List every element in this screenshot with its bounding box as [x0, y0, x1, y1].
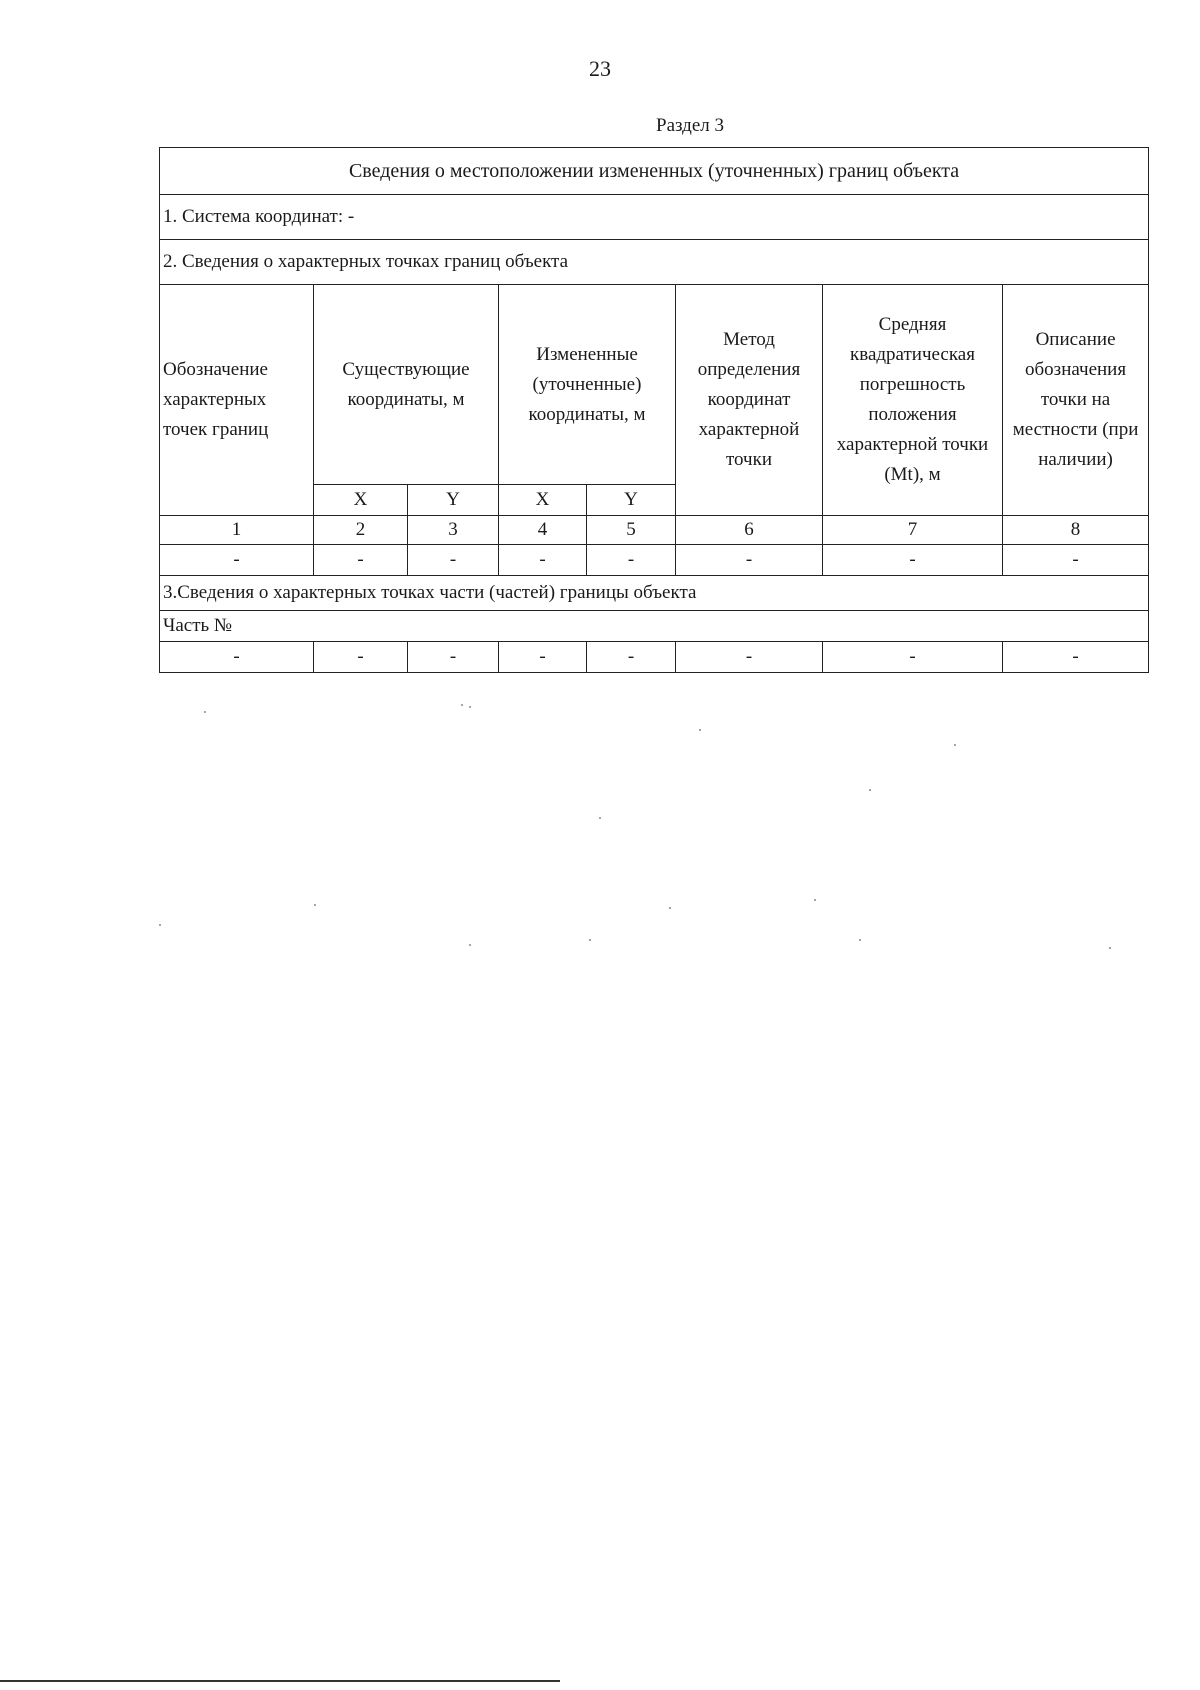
sub-x-existing: X — [314, 485, 408, 516]
column-number: 7 — [823, 516, 1003, 545]
table-cell: - — [587, 545, 676, 576]
col-existing: Существующие координаты, м — [314, 285, 499, 485]
table-cell: - — [499, 545, 587, 576]
coordinate-system: 1. Система координат: - — [160, 195, 1149, 240]
table-cell: - — [676, 545, 823, 576]
table-title: Сведения о местоположении измененных (уточненных) границ объекта — [160, 148, 1149, 195]
table-cell: - — [408, 545, 499, 576]
column-number: 6 — [676, 516, 823, 545]
table-cell: - — [1003, 642, 1149, 673]
table-cell: - — [314, 642, 408, 673]
table-cell: - — [676, 642, 823, 673]
table-cell: - — [823, 545, 1003, 576]
col-method: Метод определения координат характерной точки — [676, 285, 823, 516]
table-cell: - — [408, 642, 499, 673]
column-number: 2 — [314, 516, 408, 545]
table-cell: - — [160, 545, 314, 576]
parts-header: 3.Сведения о характерных точках части (частей) границы объекта — [160, 576, 1149, 611]
scan-edge-line — [0, 1680, 560, 1682]
table-cell: - — [1003, 545, 1149, 576]
page-number: 23 — [589, 56, 611, 81]
sub-x-changed: X — [499, 485, 587, 516]
col-designation: Обозначение характерных точек границ — [160, 285, 314, 516]
col-description: Описание обозначения точки на местности (при наличии) — [1003, 285, 1149, 516]
column-number: 4 — [499, 516, 587, 545]
points-header: 2. Сведения о характерных точках границ объекта — [160, 240, 1149, 285]
column-number: 1 — [160, 516, 314, 545]
table-cell: - — [160, 642, 314, 673]
column-number: 5 — [587, 516, 676, 545]
col-changed: Измененные (уточненные) координаты, м — [499, 285, 676, 485]
table-cell: - — [314, 545, 408, 576]
sub-y-existing: Y — [408, 485, 499, 516]
table-cell: - — [499, 642, 587, 673]
table-cell: - — [823, 642, 1003, 673]
sub-y-changed: Y — [587, 485, 676, 516]
column-number: 8 — [1003, 516, 1149, 545]
column-number: 3 — [408, 516, 499, 545]
part-label: Часть № — [160, 611, 1149, 642]
section-label: Раздел 3 — [656, 115, 724, 136]
col-error: Средняя квадратическая погрешность положения характерной точки (Mt), м — [823, 285, 1003, 516]
table-cell: - — [587, 642, 676, 673]
